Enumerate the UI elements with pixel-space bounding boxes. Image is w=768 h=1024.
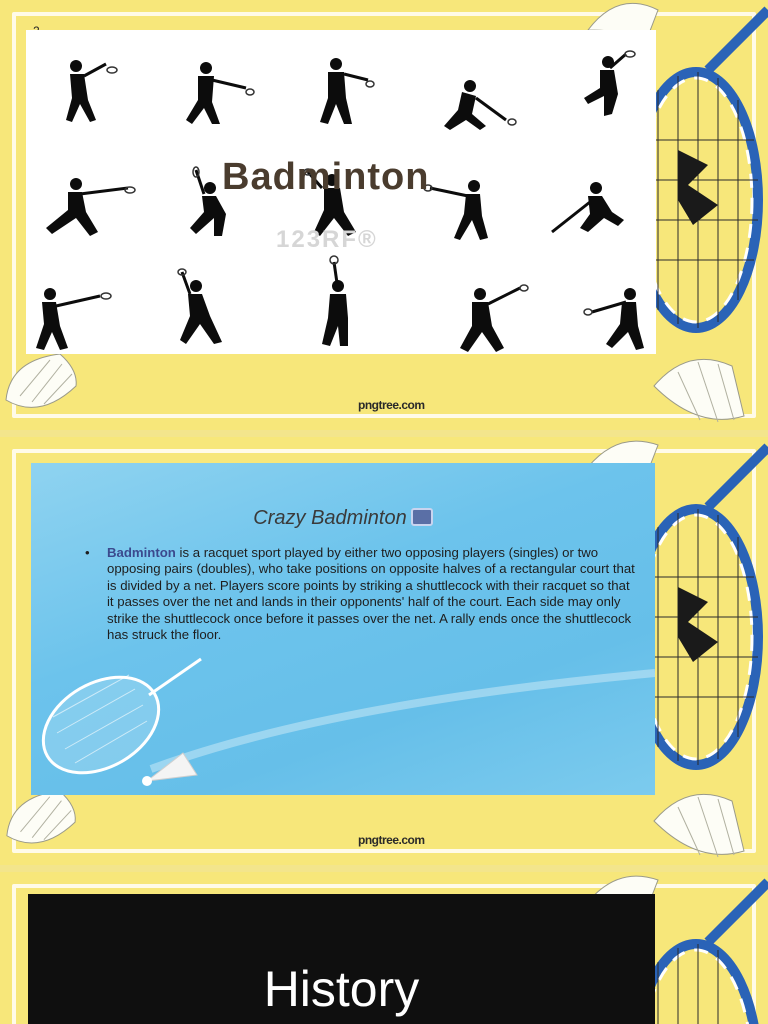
slide-2[interactable] [0,437,768,865]
shuttlecock-icon [0,350,80,430]
content-panel [31,463,655,795]
slide-3[interactable] [0,872,768,1024]
slide-title: Badminton [222,156,430,198]
shuttlecock-icon [648,346,748,430]
bullet-marker: • [85,545,90,560]
bullet-text: is a racquet sport played by either two opposing players (singles) or two opposing pairs (doubles), who take positions on opposite halves of a rectangular court that is divided by a net. Players score points by striking a shuttlecock with their racquet so that it passes over the net and lands in their opponents' half of the court. Each side may only strike the shuttlecock once before it passes over the net. A rally ends once the shuttlecock has struck the floor. [107,545,635,643]
credit-text: pngtree.com [358,398,425,412]
player-silhouette-icon [36,54,644,352]
slide-title-icon [411,508,433,526]
slide-title-text: Crazy Badminton [253,507,407,529]
bullet-term: Badminton [107,545,176,560]
slide-title: History [263,961,420,1017]
watermark: 123RF® [276,226,378,253]
credit-text: pngtree.com [358,833,425,847]
players-image [26,30,656,354]
bullet-paragraph [85,545,637,643]
title-panel [28,894,655,1024]
slide-1[interactable] [0,0,768,430]
shuttlecock-icon [648,781,748,865]
slide-title [31,507,655,530]
shuttlecock-icon [0,787,80,865]
